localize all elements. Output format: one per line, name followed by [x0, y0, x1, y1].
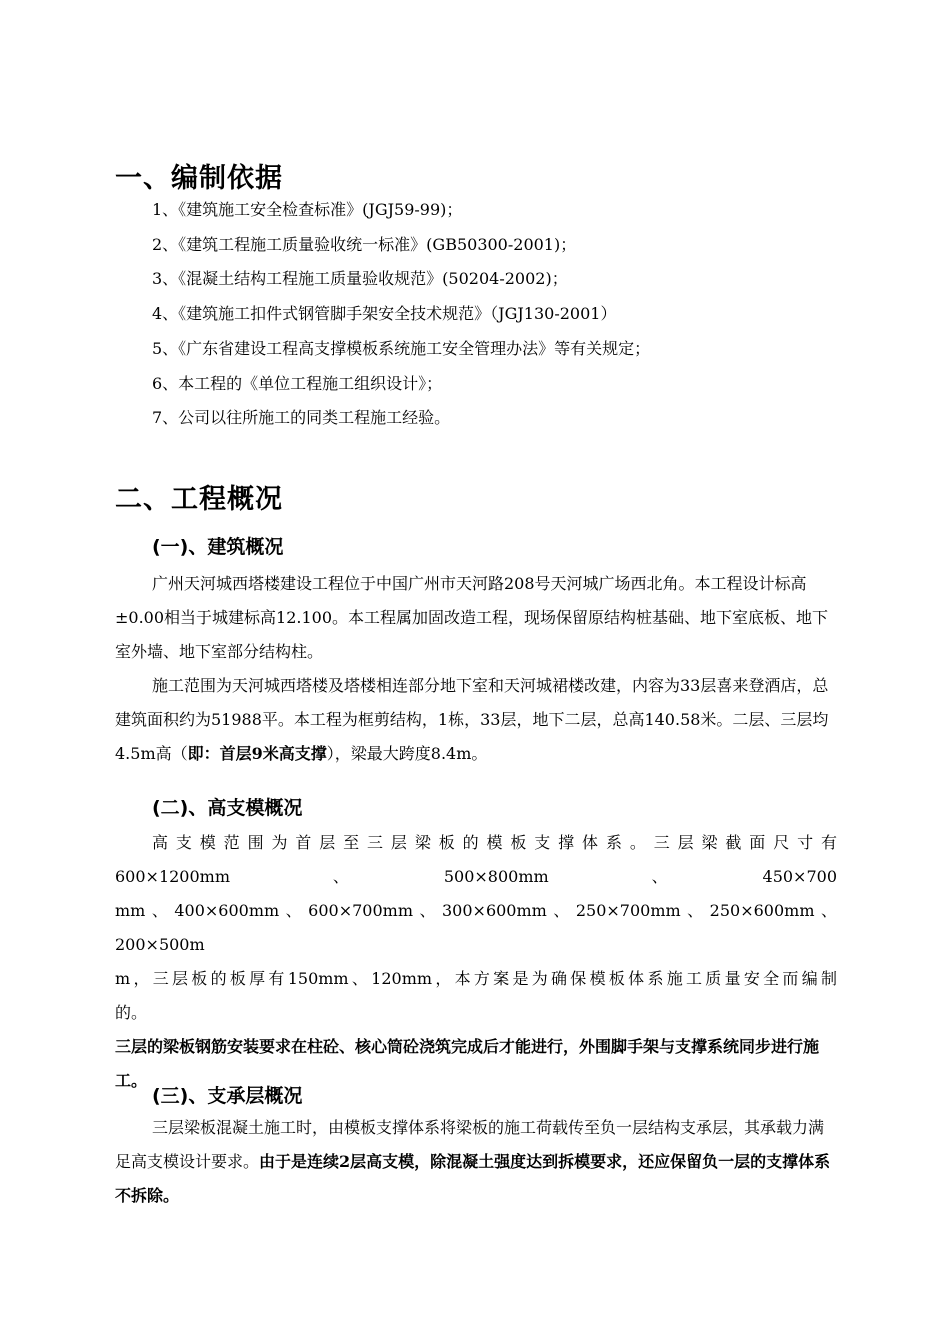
support-layer-text: 三层梁板混凝土施工时，由模板支撑体系将梁板的施工荷载传至负一层结构支承层，其承载力满足高支模设计要求。 — [115, 1118, 825, 1171]
building-paragraph-2-emphasis: 即：首层9米高支撑 — [187, 744, 327, 763]
formwork-line-1: 高支模范围为首层至三层梁板的模板支撑体系。三层梁截面尺寸有 — [152, 833, 837, 852]
subsection-formwork-heading: (二)、高支模概况 — [152, 797, 303, 819]
building-paragraph-2-text: 施工范围为天河城西塔楼及塔楼相连部分地下室和天河城裙楼改建，内容为33层喜来登酒店，总建筑面积约为51988平。本工程为框剪结构，1栋，33层，地下二层，总高140.58米。二层、三层均4.5m高（ — [115, 676, 829, 763]
formwork-line-2: 600×1200mm 、 500×800mm 、 450×700 — [115, 867, 837, 886]
building-paragraph-1: 广州天河城西塔楼建设工程位于中国广州市天河路208号天河城广场西北角。本工程设计标高±0.00相当于城建标高12.100。本工程属加固改造工程，现场保留原结构桩基础、地下室底板、地下室外墙、地下室部分结构柱。 — [115, 574, 829, 661]
building-paragraph-2 — [115, 669, 837, 771]
subsection-building-heading: (一)、建筑概况 — [152, 536, 284, 558]
formwork-line-3: mm、400×600mm、600×700mm、300×600mm、250×700mm、250×600mm、200×500m — [115, 901, 837, 954]
reference-item-2: 2、《建筑工程施工质量验收统一标准》(GB50300-2001)； — [152, 235, 577, 254]
support-layer-emphasis: 由于是连续2层高支模，除混凝土强度达到拆模要求，还应保留负一层的支撑体系不拆除。 — [115, 1152, 831, 1205]
support-layer-paragraphs — [115, 1111, 837, 1213]
reference-item-4: 4、《建筑施工扣件式钢管脚手架安全技术规范》（JGJ130-2001） — [152, 304, 617, 323]
section-1-heading: 一、编制依据 — [115, 163, 283, 194]
subsection-support-layer-heading: (三)、支承层概况 — [152, 1085, 303, 1107]
building-overview-paragraphs — [115, 567, 837, 771]
formwork-requirement-note: 三层的梁板钢筋安装要求在柱砼、核心筒砼浇筑完成后才能进行，外围脚手架与支撑系统同步进行施工。 — [115, 1037, 820, 1090]
reference-item-1: 1、《建筑施工安全检查标准》(JGJ59-99)； — [152, 200, 463, 219]
reference-item-7: 7、公司以往所施工的同类工程施工经验。 — [152, 408, 451, 427]
section-2-heading: 二、工程概况 — [115, 484, 283, 515]
building-paragraph-2-end: ），梁最大跨度8.4m。 — [326, 744, 488, 763]
formwork-line-4: m，三层板的板厚有150mm、120mm，本方案是为确保模板体系施工质量安全而编制 — [115, 969, 837, 988]
reference-item-3: 3、《混凝土结构工程施工质量验收规范》(50204-2002)； — [152, 269, 568, 288]
reference-item-5: 5、《广东省建设工程高支撑模板系统施工安全管理办法》等有关规定； — [152, 339, 651, 358]
formwork-overview-paragraphs — [115, 826, 837, 1098]
support-layer-paragraph — [115, 1111, 837, 1213]
reference-item-6: 6、本工程的《单位工程施工组织设计》； — [152, 374, 443, 393]
formwork-line-5: 的。 — [115, 1003, 148, 1022]
